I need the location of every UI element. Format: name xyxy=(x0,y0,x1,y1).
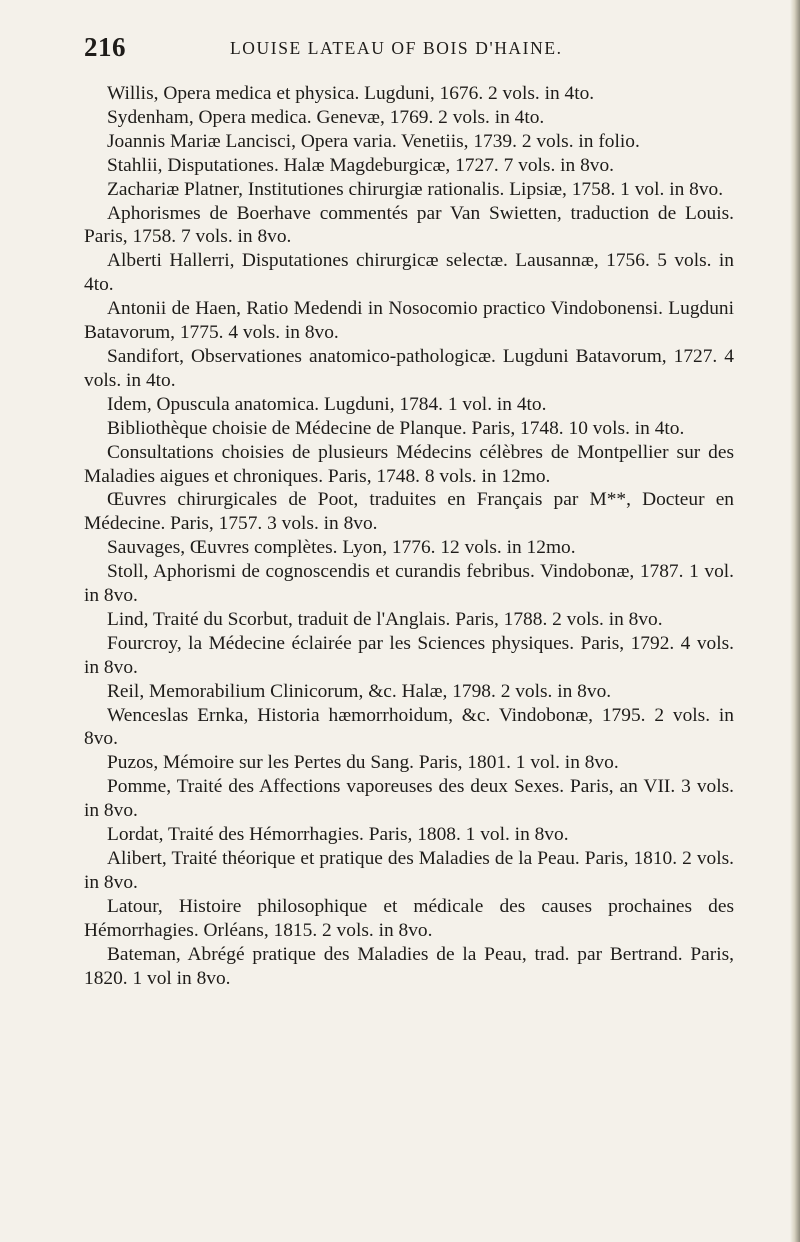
page-number: 216 xyxy=(84,32,126,62)
bibliography-entry: Willis, Opera medica et physica. Lugduni, 1676. 2 vols. in 4to. xyxy=(107,83,595,104)
bibliography-entry: Aphorismes de Boerhave commentés par Van Swietten, traduction de Louis. Paris, 1758. 7 vols. in 8vo. xyxy=(84,202,734,248)
bibliography-entry: Stahlii, Disputationes. Halæ Magdeburgicæ, 1727. 7 vols. in 8vo. xyxy=(107,154,615,176)
bibliography-entry: Alberti Hallerri, Disputationes chirurgicæ selectæ. Lausannæ, 1756. 5 vols. in 4to. xyxy=(84,250,734,296)
bibliography-entry: Wenceslas Ernka, Historia hæmorrhoidum, &c. Vindobonæ, 1795. 2 vols. in 8vo. xyxy=(84,704,734,750)
bibliography-entry: Sydenham, Opera medica. Genevæ, 1769. 2 vols. in 4to. xyxy=(107,106,545,128)
bibliography-entry: Sandifort, Observationes anatomico-pathologicæ. Lugduni Batavorum, 1727. 4 vols. in 4to. xyxy=(84,345,734,391)
bibliography-entry: Idem, Opuscula anatomica. Lugduni, 1784. 1 vol. in 4to. xyxy=(107,393,547,415)
bibliography-entry: Zachariæ Platner, Institutiones chirurgiæ rationalis. Lipsiæ, 1758. 1 vol. in 8vo. xyxy=(107,178,724,200)
bibliography-entry: Œuvres chirurgicales de Poot, traduites en Français par M**, Docteur en Médecine. Paris, 1757. 3 vols. in 8vo. xyxy=(84,489,734,535)
bibliography-entry: Reil, Memorabilium Clinicorum, &c. Halæ, 1798. 2 vols. in 8vo. xyxy=(107,680,612,702)
bibliography-entry: Sauvages, Œuvres complètes. Lyon, 1776. 12 vols. in 12mo. xyxy=(107,537,576,559)
bibliography-entry: Puzos, Mémoire sur les Pertes du Sang. Paris, 1801. 1 vol. in 8vo. xyxy=(107,752,619,774)
page-edge-shadow xyxy=(790,0,800,1242)
bibliography-entry: Joannis Mariæ Lancisci, Opera varia. Venetiis, 1739. 2 vols. in folio. xyxy=(107,130,640,152)
bibliography-entry: Latour, Histoire philosophique et médicale des causes prochaines des Hémorrhagies. Orléans, 1815. 2 vols. in 8vo. xyxy=(84,895,734,941)
page-header xyxy=(84,32,734,62)
bibliography-entry: Bateman, Abrégé pratique des Maladies de la Peau, trad. par Bertrand. Paris, 1820. 1 vol in 8vo. xyxy=(84,943,734,989)
bibliography-entry: Antonii de Haen, Ratio Medendi in Nosocomio practico Vindobonensi. Lugduni Batavorum, 1775. 4 vols. in 8vo. xyxy=(84,298,734,344)
bibliography-entry: Pomme, Traité des Affections vaporeuses des deux Sexes. Paris, an VII. 3 vols. in 8vo. xyxy=(84,776,734,822)
bibliography-entry: Consultations choisies de plusieurs Médecins célèbres de Montpellier sur des Maladies aigues et chroniques. Paris, 1748. 8 vols. in 12mo. xyxy=(84,441,734,487)
bibliography-entry: Fourcroy, la Médecine éclairée par les Sciences physiques. Paris, 1792. 4 vols. in 8vo. xyxy=(84,632,734,678)
bibliography-entry: Lordat, Traité des Hémorrhagies. Paris, 1808. 1 vol. in 8vo. xyxy=(107,824,569,846)
bibliography-entry: Stoll, Aphorismi de cognoscendis et curandis febribus. Vindobonæ, 1787. 1 vol. in 8vo. xyxy=(84,561,734,607)
running-title: LOUISE LATEAU OF BOIS D'HAINE. xyxy=(230,38,563,58)
bibliography-entry: Alibert, Traité théorique et pratique des Maladies de la Peau. Paris, 1810. 2 vols. in 8vo. xyxy=(84,848,734,893)
bibliography-list xyxy=(84,82,734,990)
bibliography-entry: Bibliothèque choisie de Médecine de Planque. Paris, 1748. 10 vols. in 4to. xyxy=(107,417,685,439)
bibliography-entry: Lind, Traité du Scorbut, traduit de l'Anglais. Paris, 1788. 2 vols. in 8vo. xyxy=(107,608,663,630)
